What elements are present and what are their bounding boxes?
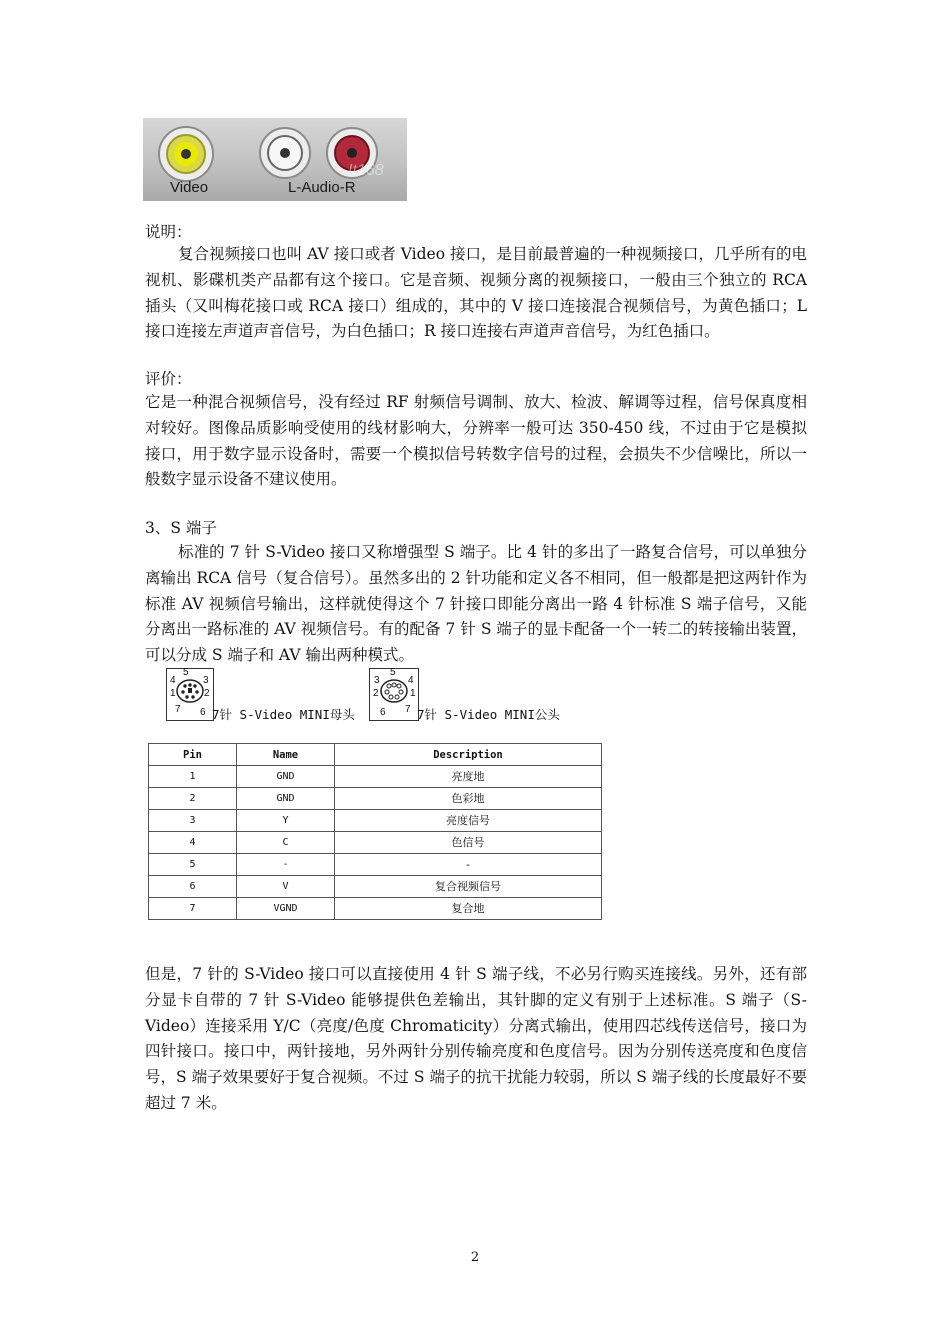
- description-cell: -: [335, 854, 602, 876]
- female-pin-label: 6: [200, 707, 206, 718]
- name-cell: V: [237, 876, 335, 898]
- pin-cell: 6: [149, 876, 237, 898]
- male-pin-label: 1: [410, 688, 416, 699]
- female-pin-label: 5: [183, 667, 189, 678]
- name-cell: GND: [237, 766, 335, 788]
- note-heading: 说明：: [145, 223, 192, 241]
- pin-table: [148, 743, 602, 920]
- female-caption: 7针 S-Video MINI母头: [212, 707, 355, 722]
- description-cell: 亮度信号: [335, 810, 602, 832]
- pin-cell: 3: [149, 810, 237, 832]
- eval-paragraph: 它是一种混合视频信号，没有经过 RF 射频信号调制、放大、检波、解调等过程，信号保真度相对较好。图像品质影响受使用的线材影响大，分辨率一般可达 350-450 线，不过由于它是模拟接口，用于数字显示设备时，需要一个模拟信号转数字信号的过程，会损失不少信噪比，所以一般数字显示设备不建议使用。: [145, 393, 807, 489]
- pin-cell: 2: [149, 788, 237, 810]
- male-pin-label: 3: [374, 675, 380, 686]
- table-row: [149, 810, 602, 832]
- male-pin-label: 6: [380, 707, 386, 718]
- name-cell: C: [237, 832, 335, 854]
- watermark: It168: [348, 162, 384, 179]
- description-cell: 亮度地: [335, 766, 602, 788]
- male-pin-label: 5: [390, 667, 396, 678]
- name-cell: VGND: [237, 898, 335, 920]
- pin-cell: 4: [149, 832, 237, 854]
- audio-label: L-Audio-R: [288, 179, 356, 196]
- name-cell: Y: [237, 810, 335, 832]
- table-row: [149, 766, 602, 788]
- male-caption: 7针 S-Video MINI公头: [417, 707, 560, 722]
- table-row: [149, 876, 602, 898]
- eval-heading: 评价：: [145, 370, 192, 388]
- table-row: [149, 898, 602, 920]
- section-heading: 3、S 端子: [145, 519, 217, 537]
- male-pin-label: 7: [405, 704, 411, 715]
- video-label: Video: [170, 179, 209, 196]
- pin-cell: 7: [149, 898, 237, 920]
- pin-cell: 5: [149, 854, 237, 876]
- female-connector-diagram: [166, 668, 214, 721]
- s-video-paragraph: 标准的 7 针 S-Video 接口又称增强型 S 端子。比 4 针的多出了一路复合信号，可以单独分离输出 RCA 信号（复合信号）。虽然多出的 2 针功能和定义各不相同，但一般都是把这两针作为标准 AV 视频信号输出，这样就使得这个 7 针接口即能分离出一路 4 针标准 S 端子信号，又能分离出一路标准的 AV 视频信号。有的配备 7 针 S 端子的显卡配备一个一转二的转接输出装置，可以分成 S 端子和 AV 输出两种模式。: [145, 543, 807, 665]
- description-cell: 色彩地: [335, 788, 602, 810]
- page-number: 2: [470, 1250, 480, 1265]
- name-cell: -: [237, 854, 335, 876]
- column-header: Name: [237, 744, 335, 766]
- female-pin-label: 2: [204, 688, 210, 699]
- after-table-paragraph: 但是，7 针的 S-Video 接口可以直接使用 4 针 S 端子线，不必另行购买连接线。另外，还有部分显卡自带的 7 针 S-Video 能够提供色差输出，其针脚的定义有别于上述标准。S 端子（S-Video）连接采用 Y/C（亮度/色度 Chromaticity）分离式输出，使用四芯线传送信号，接口为四针接口。接口中，两针接地，另外两针分别传输亮度和色度信号。因为分别传送亮度和色度信号，S 端子效果要好于复合视频。不过 S 端子的抗干扰能力较弱，所以 S 端子线的长度最好不要超过 7 米。: [145, 965, 807, 1112]
- table-row: [149, 788, 602, 810]
- column-header: Description: [335, 744, 602, 766]
- female-pin-label: 4: [170, 675, 176, 686]
- description-cell: 复合地: [335, 898, 602, 920]
- table-row: [149, 854, 602, 876]
- name-cell: GND: [237, 788, 335, 810]
- male-pin-label: 4: [408, 675, 414, 686]
- female-pin-label: 1: [170, 688, 176, 699]
- table-row: [149, 832, 602, 854]
- rca-connectors-image: [143, 118, 407, 201]
- pin-cell: 1: [149, 766, 237, 788]
- note-paragraph: 复合视频接口也叫 AV 接口或者 Video 接口，是目前最普遍的一种视频接口，几乎所有的电视机、影碟机类产品都有这个接口。它是音频、视频分离的视频接口，一般由三个独立的 RCA 插头（又叫梅花接口或 RCA 接口）组成的，其中的 V 接口连接混合视频信号，为黄色插口；L 接口连接左声道声音信号，为白色插口；R 接口连接右声道声音信号，为红色插口。: [145, 245, 807, 341]
- male-pin-label: 2: [373, 688, 379, 699]
- column-header: Pin: [149, 744, 237, 766]
- female-pin-label: 3: [203, 675, 209, 686]
- description-cell: 复合视频信号: [335, 876, 602, 898]
- male-connector-diagram: [369, 668, 419, 721]
- table-header-row: [149, 744, 602, 766]
- female-pin-label: 7: [175, 704, 181, 715]
- description-cell: 色信号: [335, 832, 602, 854]
